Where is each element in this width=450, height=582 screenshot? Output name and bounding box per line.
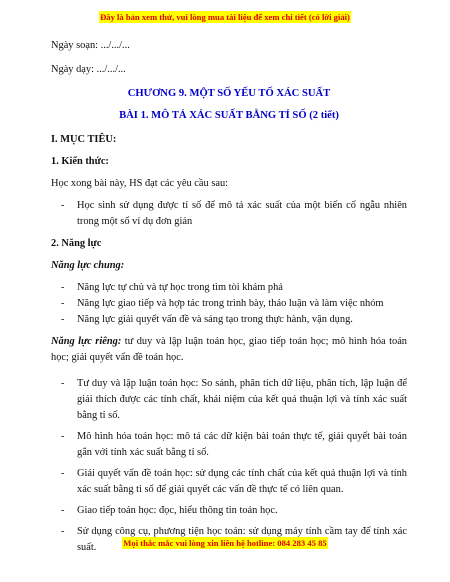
list-item: - Mô hình hóa toán học: mô tả các dữ kiện bài toán thực tế, giải quyết bài toán gắn với tính xác suất bằng tỉ số. <box>61 431 407 459</box>
general-competence-heading: Năng lực chung: <box>51 260 125 271</box>
general-competence-list <box>51 280 407 328</box>
preview-banner <box>0 7 450 25</box>
list-item-text: Sử dụng công cụ, phương tiện học toán: sử dụng máy tính cầm tay để tính xác suất. <box>77 526 407 554</box>
list-item-text: Năng lực tự chủ và tự học trong tìm tòi khám phá <box>77 282 283 293</box>
list-item-text: Giao tiếp toán học: đọc, hiểu thông tin toán học. <box>77 505 278 517</box>
list-item: - Giải quyết vấn đề toán học: sử dụng các tính chất của kết quả thuận lợi và tính xác suất bằng tỉ số để giải quyết các vấn đề thực tế có liên quan. <box>61 468 407 496</box>
preview-banner-text: Đây là bản xem thử, vui lòng mua tài liệu để xem chi tiết (có lời giải) <box>100 12 350 22</box>
hotline-footer <box>0 533 450 551</box>
list-item-text: Năng lực giải quyết vấn đề và sáng tạo trong thực hành, vận dụng. <box>77 314 353 325</box>
chapter-title: CHƯƠNG 9. MỘT SỐ YẾU TỐ XÁC SUẤT <box>127 88 331 99</box>
list-item-text: Học sinh sử dụng được tỉ số để mô tả xác suất của một biến cố ngẫu nhiên trong một số ví dụ đơn giản <box>77 200 407 227</box>
list-item: - Học sinh sử dụng được tỉ số để mô tả xác suất của một biến cố ngẫu nhiên trong một số ví dụ đơn giản <box>61 200 407 227</box>
list-item: - Năng lực giao tiếp và hợp tác trong trình bày, thảo luận và làm việc nhóm <box>61 298 384 309</box>
knowledge-heading: 1. Kiến thức: <box>51 156 109 167</box>
knowledge-list <box>51 198 407 230</box>
specific-competence-text: tư duy và lập luận toán học, giao tiếp toán học; mô hình hóa toán học; giải quyết vấn đề toán học. <box>51 336 408 363</box>
list-item: - Giao tiếp toán học: đọc, hiểu thông tin toán học. <box>61 505 278 517</box>
list-item: - Năng lực giải quyết vấn đề và sáng tạo trong thực hành, vận dụng. <box>61 314 353 325</box>
list-item-text: Giải quyết vấn đề toán học: sử dụng các tính chất của kết quả thuận lợi và tính xác suất bằng tỉ số để giải quyết các vấn đề thực tế có liên quan. <box>77 468 407 496</box>
date-prepared: Ngày soạn: .../.../... <box>51 40 130 51</box>
lesson-title: BÀI 1. MÔ TẢ XÁC SUẤT BẰNG TỈ SỐ (2 tiết) <box>119 110 339 121</box>
list-item-text: Năng lực giao tiếp và hợp tác trong trình bày, thảo luận và làm việc nhóm <box>77 298 384 309</box>
list-item-text: Mô hình hóa toán học: mô tả các dữ kiện bài toán thực tế, giải quyết bài toán gắn với tính xác suất bằng tỉ số. <box>77 431 407 459</box>
specific-competence-paragraph <box>51 334 407 366</box>
list-item: - Sử dụng công cụ, phương tiện học toán: sử dụng máy tính cầm tay để tính xác suất. <box>61 526 407 554</box>
specific-competence-list <box>51 376 407 556</box>
list-item: - Năng lực tự chủ và tự học trong tìm tòi khám phá <box>61 282 283 293</box>
list-item: - Tư duy và lập luận toán học: So sánh, phân tích dữ liệu, phân tích, lập luận để giải thích được các tính chất, khái niệm của kết quả thuận lợi và tính xác suất bằng tỉ số. <box>61 378 407 422</box>
date-taught: Ngày dạy: .../.../... <box>51 64 126 75</box>
list-item-text: Tư duy và lập luận toán học: So sánh, phân tích dữ liệu, phân tích, lập luận để giải thích được các tính chất, khái niệm của kết quả thuận lợi và tính xác suất bằng tỉ số. <box>77 378 407 422</box>
competence-heading: 2. Năng lực <box>51 238 102 249</box>
hotline-footer-text: Mọi thắc mắc vui lòng xin liên hệ hotline: 084 283 45 85 <box>123 538 327 548</box>
section-objectives-heading: I. MỤC TIÊU: <box>51 134 117 145</box>
lesson-plan-content <box>51 38 407 556</box>
specific-competence-label: Năng lực riêng: <box>51 336 122 347</box>
knowledge-intro: Học xong bài này, HS đạt các yêu cầu sau: <box>51 178 229 189</box>
